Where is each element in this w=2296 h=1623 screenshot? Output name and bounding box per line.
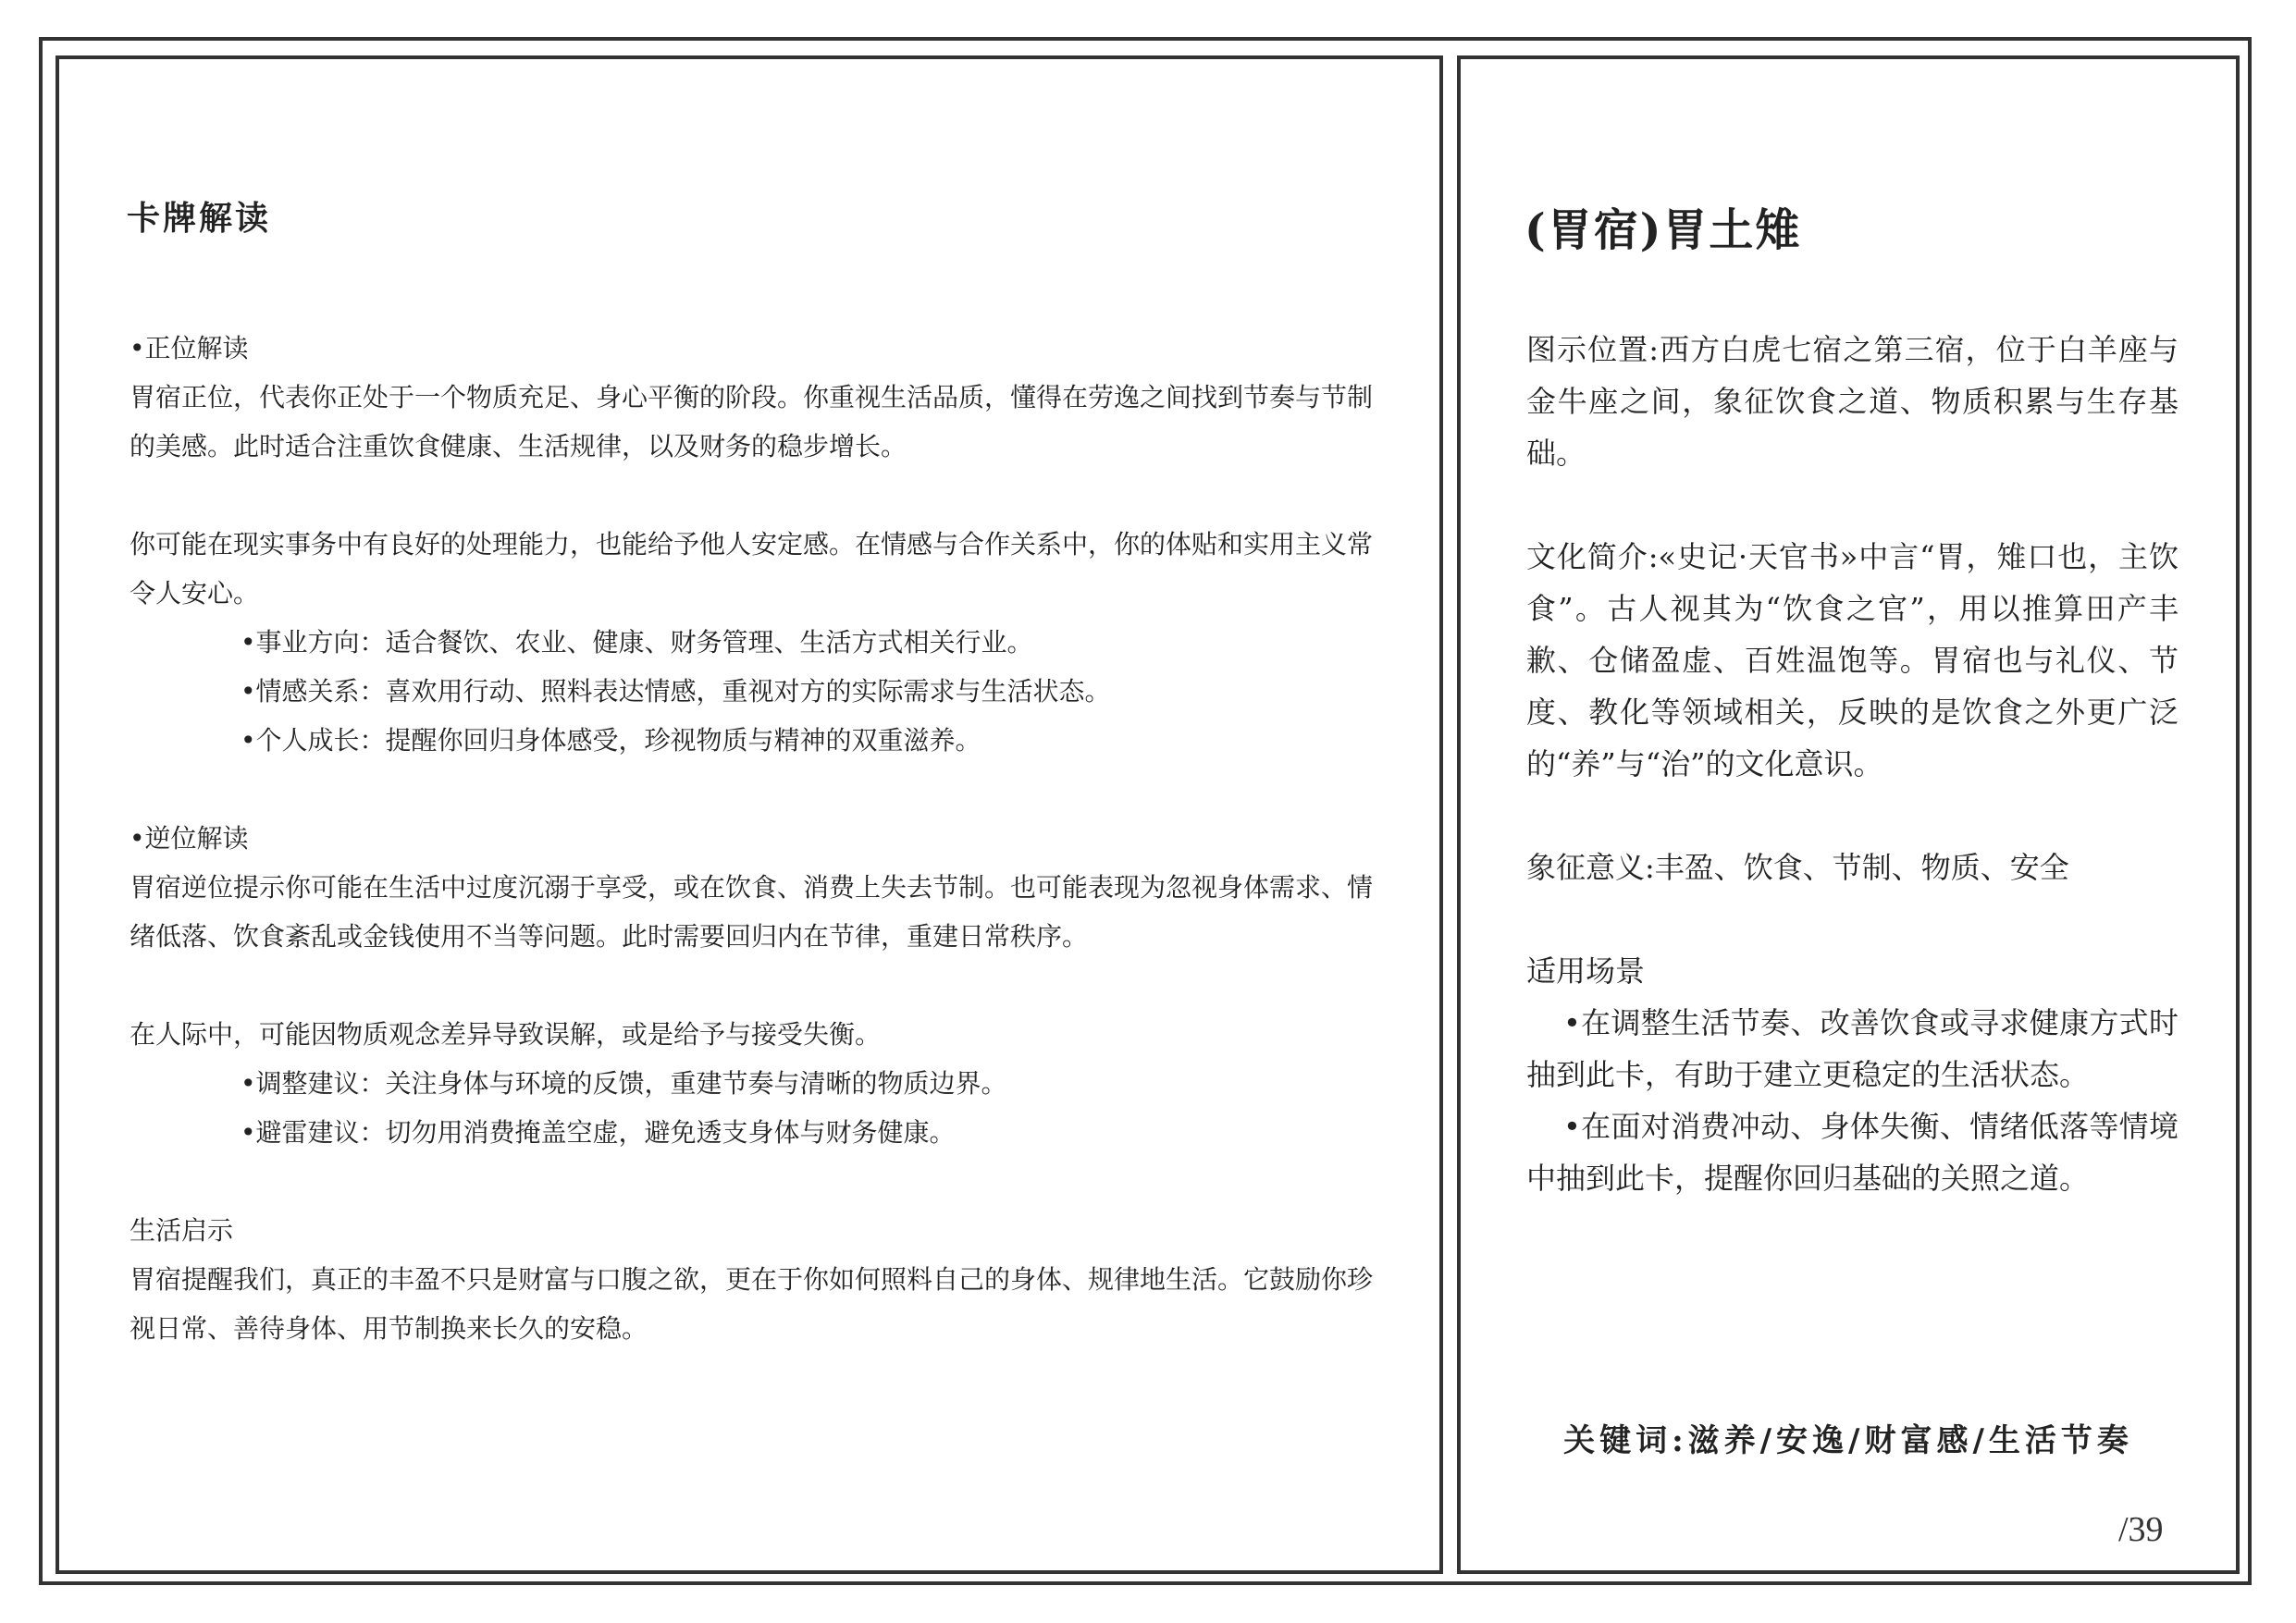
reversed-paragraph-line: 在人际中，可能因物质观念差异导致误解，或是给予与接受失衡。	[130, 1019, 882, 1050]
scenarios-heading: 适用场景	[1526, 953, 1646, 989]
life-paragraph-line: 视日常、善待身体、用节制换来长久的安稳。	[130, 1313, 648, 1344]
symbolism-paragraph: 象征意义:丰盈、饮食、节制、物质、安全	[1526, 850, 2069, 885]
life-heading: 生活启示	[130, 1215, 234, 1246]
upright-paragraph-line: 胃宿正位，代表你正处于一个物质充足、身心平衡的阶段。你重视生活品质，懂得在劳逸之间找到节奏与节制	[130, 382, 1374, 412]
scenario-item: •在面对消费冲动、身体失衡、情绪低落等情境中抽到此卡，提醒你回归基础的关照之道。	[1526, 1109, 2179, 1196]
upright-paragraph-line: 令人安心。	[130, 578, 260, 609]
card-title: (胃宿)胃土雉	[1524, 204, 1802, 256]
upright-paragraph-line: 你可能在现实事务中有良好的处理能力，也能给予他人安定感。在情感与合作关系中，你的体贴和实用主义常	[130, 529, 1374, 559]
life-paragraph-line: 胃宿提醒我们，真正的丰盈不只是财富与口腹之欲，更在于你如何照料自己的身体、规律地生活。它鼓励你珍	[130, 1264, 1374, 1295]
reversed-paragraph-line: 绪低落、饮食紊乱或金钱使用不当等问题。此时需要回归内在节律，重建日常秩序。	[130, 921, 1089, 952]
keywords-line: 关键词:滋养/安逸/财富感/生活节奏	[1563, 1422, 2133, 1459]
scenario-item: •在调整生活节奏、改善饮食或寻求健康方式时抽到此卡，有助于建立更稳定的生活状态。	[1526, 1005, 2179, 1092]
upright-bullet-relationship: •情感关系：喜欢用行动、照料表达情感，重视对方的实际需求与生活状态。	[241, 676, 1111, 707]
upright-paragraph-line: 的美感。此时适合注重饮食健康、生活规律，以及财务的稳步增长。	[130, 431, 907, 461]
position-paragraph: 图示位置:西方白虎七宿之第三宿，位于白羊座与金牛座之间，象征饮食之道、物质积累与生存基础。	[1526, 332, 2179, 471]
upright-bullet-career: •事业方向：适合餐饮、农业、健康、财务管理、生活方式相关行业。	[241, 627, 1033, 658]
page-number: /39	[2118, 1510, 2164, 1549]
card-reading-body	[130, 324, 1374, 1353]
reversed-paragraph-line: 胃宿逆位提示你可能在生活中过度沉溺于享受，或在饮食、消费上失去节制。也可能表现为忽视身体需求、情	[130, 872, 1374, 903]
upright-bullet-growth: •个人成长：提醒你回归身体感受，珍视物质与精神的双重滋养。	[241, 725, 981, 756]
reversed-bullet-avoid: •避雷建议：切勿用消费掩盖空虚，避免透支身体与财务健康。	[241, 1117, 956, 1148]
upright-heading: •正位解读	[130, 333, 249, 363]
card-reading-title: 卡牌解读	[127, 199, 272, 238]
culture-paragraph: 文化简介:«史记·天官书»中言“胃，雉口也，主饮食”。古人视其为“饮食之官”，用以推算田产丰歉、仓储盈虚、百姓温饱等。胃宿也与礼仪、节度、教化等领域相关，反映的是饮食之外更广泛的“养”与“治”的文化意识。	[1526, 539, 2179, 781]
card-info-body	[1526, 324, 2179, 1204]
reversed-heading: •逆位解读	[130, 823, 249, 854]
reversed-bullet-adjust: •调整建议：关注身体与环境的反馈，重建节奏与清晰的物质边界。	[241, 1068, 1007, 1099]
